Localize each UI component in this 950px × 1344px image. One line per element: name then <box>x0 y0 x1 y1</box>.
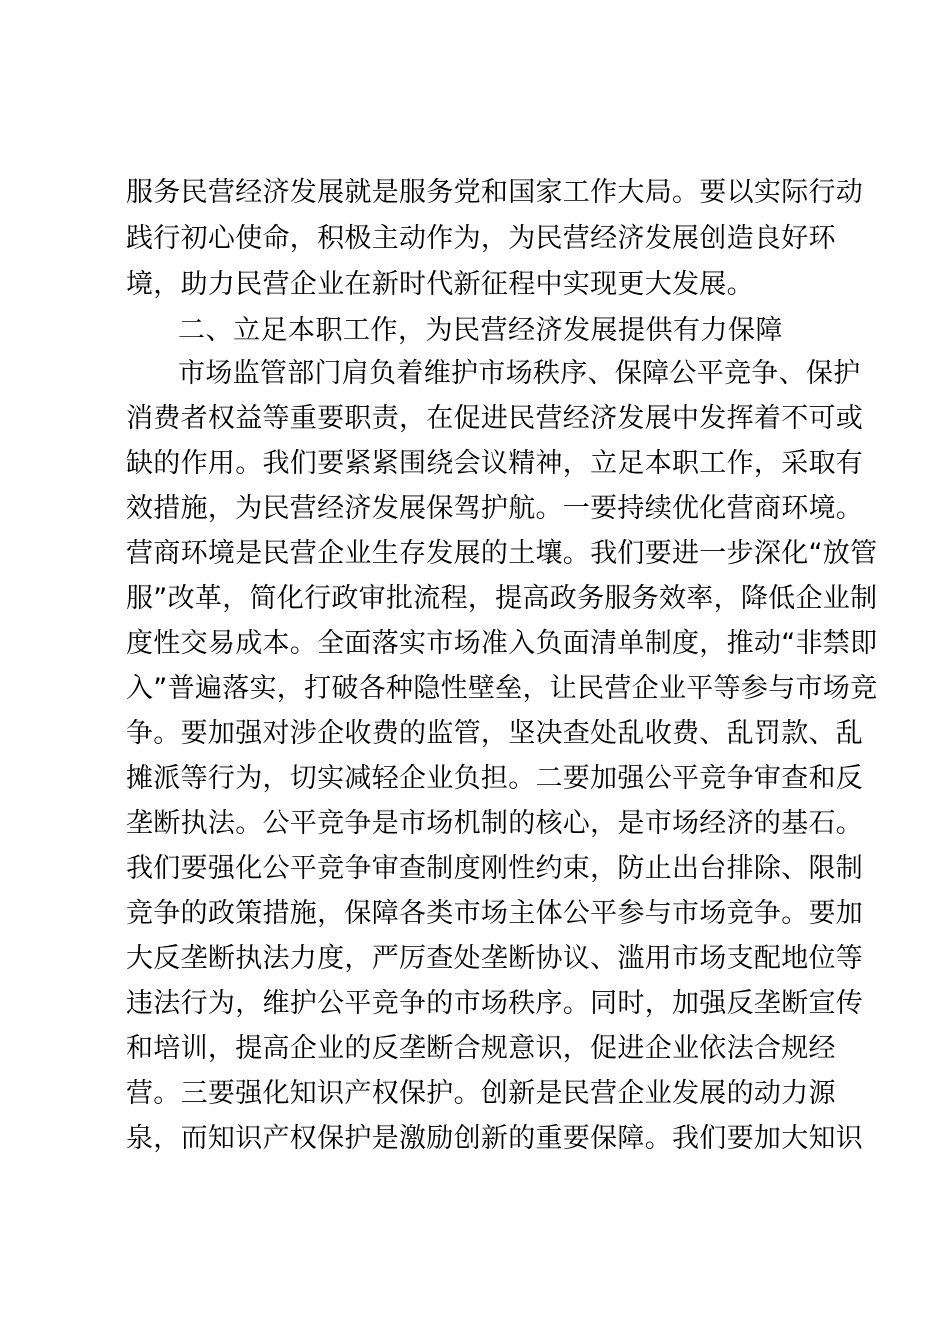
text-line: 争。要加强对涉企收费的监管，坚决查处乱收费、乱罚款、乱 <box>126 718 864 749</box>
text-line: 营。三要强化知识产权保护。创新是民营企业发展的动力源 <box>126 1078 836 1109</box>
text-line: 市场监管部门肩负着维护市场秩序、保障公平竞争、保护 <box>178 358 861 389</box>
text-line: 摊派等行为，切实减轻企业负担。二要加强公平竞争审查和反 <box>126 763 864 794</box>
text-line: 竞争的政策措施，保障各类市场主体公平参与市场竞争。要加 <box>126 898 864 929</box>
text-line: 践行初心使命，积极主动作为，为民营经济发展创造良好环 <box>126 223 836 254</box>
text-line: 营商环境是民营企业生存发展的土壤。我们要进一步深化“放管 <box>126 538 878 569</box>
text-line: 效措施，为民营经济发展保驾护航。一要持续优化营商环境。 <box>126 493 864 524</box>
text-line: 服务民营经济发展就是服务党和国家工作大局。要以实际行动 <box>126 177 864 208</box>
text-line: 垄断执法。公平竞争是市场机制的核心，是市场经济的基石。 <box>126 808 864 839</box>
text-line: 和培训，提高企业的反垄断合规意识，促进企业依法合规经 <box>126 1033 836 1064</box>
text-line: 泉，而知识产权保护是激励创新的重要保障。我们要加大知识 <box>126 1123 864 1154</box>
text-line: 度性交易成本。全面落实市场准入负面清单制度，推动“非禁即 <box>126 628 878 659</box>
text-line: 消费者权益等重要职责，在促进民营经济发展中发挥着不可或 <box>126 403 864 434</box>
text-line: 违法行为，维护公平竞争的市场秩序。同时，加强反垄断宣传 <box>126 988 864 1019</box>
text-line: 我们要强化公平竞争审查制度刚性约束，防止出台排除、限制 <box>126 853 864 884</box>
text-line: 缺的作用。我们要紧紧围绕会议精神，立足本职工作，采取有 <box>126 448 864 479</box>
text-line: 入”普遍落实，打破各种隐性壁垒，让民营企业平等参与市场竞 <box>126 673 878 704</box>
text-line: 服”改革，简化行政审批流程，提高政务服务效率，降低企业制 <box>126 583 878 614</box>
text-line: 境，助力民营企业在新时代新征程中实现更大发展。 <box>126 269 754 300</box>
section-heading: 二、立足本职工作，为民营经济发展提供有力保障 <box>178 315 783 346</box>
text-line: 大反垄断执法力度，严厉查处垄断协议、滥用市场支配地位等 <box>126 943 864 974</box>
